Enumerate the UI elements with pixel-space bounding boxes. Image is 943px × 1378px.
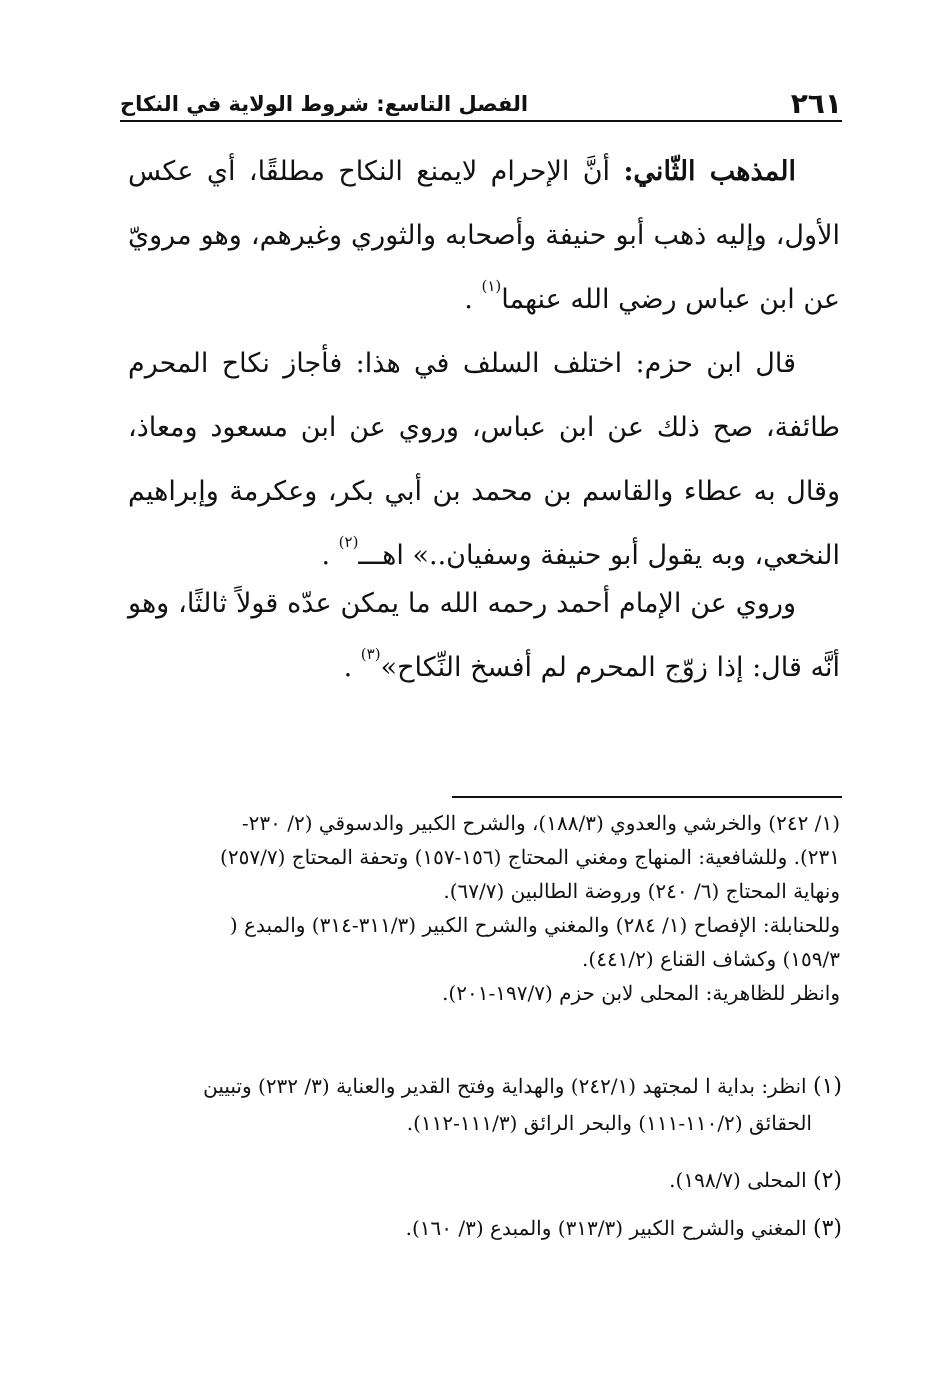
- paragraph-3-end: .: [343, 652, 361, 683]
- paragraph-1: [128, 140, 840, 332]
- paragraph-2-end: .: [321, 540, 339, 571]
- footnote-line: ١٥٩/٣) وكشاف القناع (٤٤١/٢).: [582, 947, 840, 971]
- footnote-3: [150, 1210, 842, 1247]
- footnote-ref-2[interactable]: (٢): [338, 533, 359, 551]
- section-label: المذهب الثّاني:: [623, 156, 797, 187]
- footnote-3-text: المغني والشرح الكبير (٣١٣/٣) والمبدع (٣/ ١٦٠).: [405, 1216, 813, 1240]
- footnote-1-text: انظر: بداية ا لمجتهد (٢٤٢/١) والهداية وفتح القدير والعناية (٣/ ٢٣٢) وتبيين: [203, 1074, 813, 1098]
- footnote-ref-3[interactable]: (٣): [360, 645, 381, 663]
- footnote-ref-1[interactable]: (١): [481, 277, 502, 295]
- footnote-number-3: (٣): [812, 1216, 842, 1241]
- paragraph-3-text: وروي عن الإمام أحمد رحمه الله ما يمكن عدّه قولاً ثالثًا، وهو أنَّه قال: إذا زوّج المحرم لم أفسخ النِّكاح»: [128, 588, 840, 683]
- footnote-2: [150, 1162, 842, 1199]
- paragraph-1-end: .: [464, 284, 482, 315]
- footnote-1-line-2: الحقائق (١١٠/٢-١١١) والبحر الرائق (١١١/٣-١١٢).: [406, 1111, 812, 1135]
- running-title: الفصل التاسع: شروط الولاية في النكاح: [120, 92, 529, 116]
- paragraph-1-text: أنَّ الإحرام لايمنع النكاح مطلقًا، أي عكس الأول، وإليه ذهب أبو حنيفة وأصحابه والثوري وغيرهم، وهو مرويّ عن ابن عباس رضي الله عنهما: [128, 156, 840, 315]
- footnote-1: [150, 1068, 842, 1141]
- paragraph-3: [128, 572, 840, 700]
- footnote-number-2: (٢): [812, 1168, 842, 1193]
- footnote-line: ٢٣١). وللشافعية: المنهاج ومغني المحتاج (١٥٦-١٥٧) وتحفة المحتاج (٢٥٧/٧): [220, 845, 840, 869]
- footnote-2-text: المحلى (١٩٨/٧).: [669, 1168, 813, 1192]
- footnote-continuation: [140, 806, 840, 1010]
- footnote-separator: [452, 796, 842, 798]
- page-header: [120, 88, 842, 122]
- footnote-line: (١/ ٢٤٢) والخرشي والعدوي (١٨٨/٣)، والشرح الكبير والدسوقي (٢/ ٢٣٠-: [241, 811, 840, 835]
- footnote-line: وانظر للظاهرية: المحلى لابن حزم (١٩٧/٧-٢٠١).: [442, 981, 840, 1005]
- footnote-number-1: (١): [812, 1074, 842, 1099]
- paragraph-2-text: قال ابن حزم: اختلف السلف في هذا: فأجاز نكاح المحرم طائفة، صح ذلك عن ابن عباس، وروي عن ابن مسعود ومعاذ، وقال به عطاء والقاسم بن محمد بن أبي بكر، وعكرمة وإبراهيم النخعي، وبه يقول أبو حنيفة وسفيان..» اهـــ: [128, 348, 840, 571]
- page-number: ٢٦١: [790, 87, 842, 120]
- paragraph-2: [128, 332, 840, 588]
- footnote-line: ونهاية المحتاج (٦/ ٢٤٠) وروضة الطالبين (٦٧/٧).: [443, 879, 840, 903]
- footnote-line: وللحنابلة: الإفصاح (١/ ٢٨٤) والمغني والشرح الكبير (٣١١/٣-٣١٤) والمبدع (: [229, 913, 840, 937]
